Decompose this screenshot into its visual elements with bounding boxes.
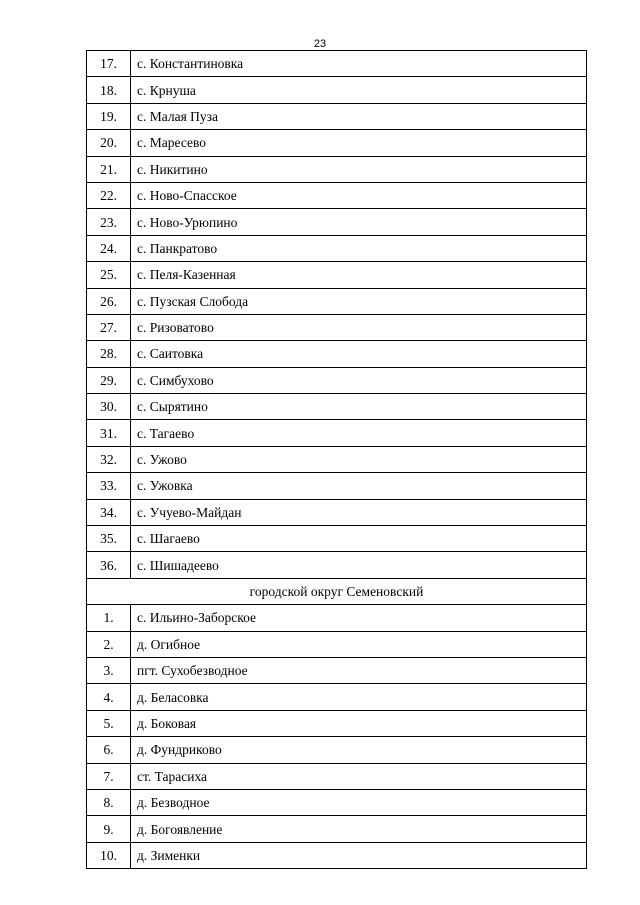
settlement-name: д. Боковая — [131, 710, 587, 736]
table-row — [87, 209, 587, 235]
table-row — [87, 499, 587, 525]
row-number: 6. — [87, 737, 131, 763]
settlement-name: с. Ужовка — [131, 473, 587, 499]
row-number: 2. — [87, 631, 131, 657]
row-number: 35. — [87, 526, 131, 552]
settlement-name: с. Ризоватово — [131, 314, 587, 340]
row-number: 17. — [87, 51, 131, 77]
row-number: 30. — [87, 394, 131, 420]
row-number: 36. — [87, 552, 131, 578]
settlement-name: с. Крнуша — [131, 77, 587, 103]
row-number: 25. — [87, 262, 131, 288]
settlement-name: с. Саитовка — [131, 341, 587, 367]
table-row — [87, 288, 587, 314]
settlement-name: с. Шагаево — [131, 526, 587, 552]
row-number: 1. — [87, 605, 131, 631]
settlement-name: д. Огибное — [131, 631, 587, 657]
settlement-name: с. Пузская Слобода — [131, 288, 587, 314]
settlement-name: д. Зименки — [131, 842, 587, 868]
table-row — [87, 657, 587, 683]
settlement-name: с. Ново-Спасское — [131, 182, 587, 208]
row-number: 21. — [87, 156, 131, 182]
table-row — [87, 473, 587, 499]
table-row — [87, 526, 587, 552]
settlement-name: с. Маресево — [131, 130, 587, 156]
row-number: 31. — [87, 420, 131, 446]
table-row — [87, 367, 587, 393]
row-number: 32. — [87, 446, 131, 472]
row-number: 3. — [87, 657, 131, 683]
table-row — [87, 262, 587, 288]
section-header-row — [87, 578, 587, 604]
row-number: 5. — [87, 710, 131, 736]
settlement-name: с. Тагаево — [131, 420, 587, 446]
settlement-name: д. Богоявление — [131, 816, 587, 842]
table-row — [87, 182, 587, 208]
table-row — [87, 103, 587, 129]
settlements-table — [86, 50, 587, 869]
settlement-name: с. Шишадеево — [131, 552, 587, 578]
settlement-name: д. Фундриково — [131, 737, 587, 763]
row-number: 8. — [87, 789, 131, 815]
settlement-name: с. Малая Пуза — [131, 103, 587, 129]
settlement-name: с. Пеля-Казенная — [131, 262, 587, 288]
table-row — [87, 842, 587, 868]
settlement-name: с. Учуево-Майдан — [131, 499, 587, 525]
table-row — [87, 684, 587, 710]
row-number: 29. — [87, 367, 131, 393]
settlement-name: с. Никитино — [131, 156, 587, 182]
row-number: 23. — [87, 209, 131, 235]
row-number: 26. — [87, 288, 131, 314]
settlement-name: с. Константиновка — [131, 51, 587, 77]
settlement-name: пгт. Сухобезводное — [131, 657, 587, 683]
row-number: 33. — [87, 473, 131, 499]
table-row — [87, 446, 587, 472]
row-number: 4. — [87, 684, 131, 710]
settlement-name: с. Панкратово — [131, 235, 587, 261]
row-number: 19. — [87, 103, 131, 129]
row-number: 24. — [87, 235, 131, 261]
settlement-name: с. Ново-Урюпино — [131, 209, 587, 235]
table-row — [87, 394, 587, 420]
settlement-name: с. Сырятино — [131, 394, 587, 420]
table-row — [87, 789, 587, 815]
settlement-name: ст. Тарасиха — [131, 763, 587, 789]
settlement-name: д. Безводное — [131, 789, 587, 815]
settlement-name: д. Беласовка — [131, 684, 587, 710]
table-row — [87, 631, 587, 657]
row-number: 34. — [87, 499, 131, 525]
settlement-name: с. Симбухово — [131, 367, 587, 393]
row-number: 22. — [87, 182, 131, 208]
table-row — [87, 552, 587, 578]
table-row — [87, 605, 587, 631]
row-number: 18. — [87, 77, 131, 103]
row-number: 27. — [87, 314, 131, 340]
table-row — [87, 710, 587, 736]
table-row — [87, 314, 587, 340]
table-row — [87, 816, 587, 842]
table-row — [87, 420, 587, 446]
table-row — [87, 156, 587, 182]
table-body — [87, 51, 587, 869]
settlement-name: с. Ильино-Заборское — [131, 605, 587, 631]
row-number: 20. — [87, 130, 131, 156]
page-number: 23 — [313, 38, 327, 50]
table-row — [87, 235, 587, 261]
table-row — [87, 737, 587, 763]
section-header: городской округ Семеновский — [87, 578, 587, 604]
table-row — [87, 130, 587, 156]
table-row — [87, 51, 587, 77]
row-number: 9. — [87, 816, 131, 842]
row-number: 28. — [87, 341, 131, 367]
table-row — [87, 341, 587, 367]
row-number: 10. — [87, 842, 131, 868]
row-number: 7. — [87, 763, 131, 789]
table-row — [87, 763, 587, 789]
settlement-name: с. Ужово — [131, 446, 587, 472]
table-row — [87, 77, 587, 103]
